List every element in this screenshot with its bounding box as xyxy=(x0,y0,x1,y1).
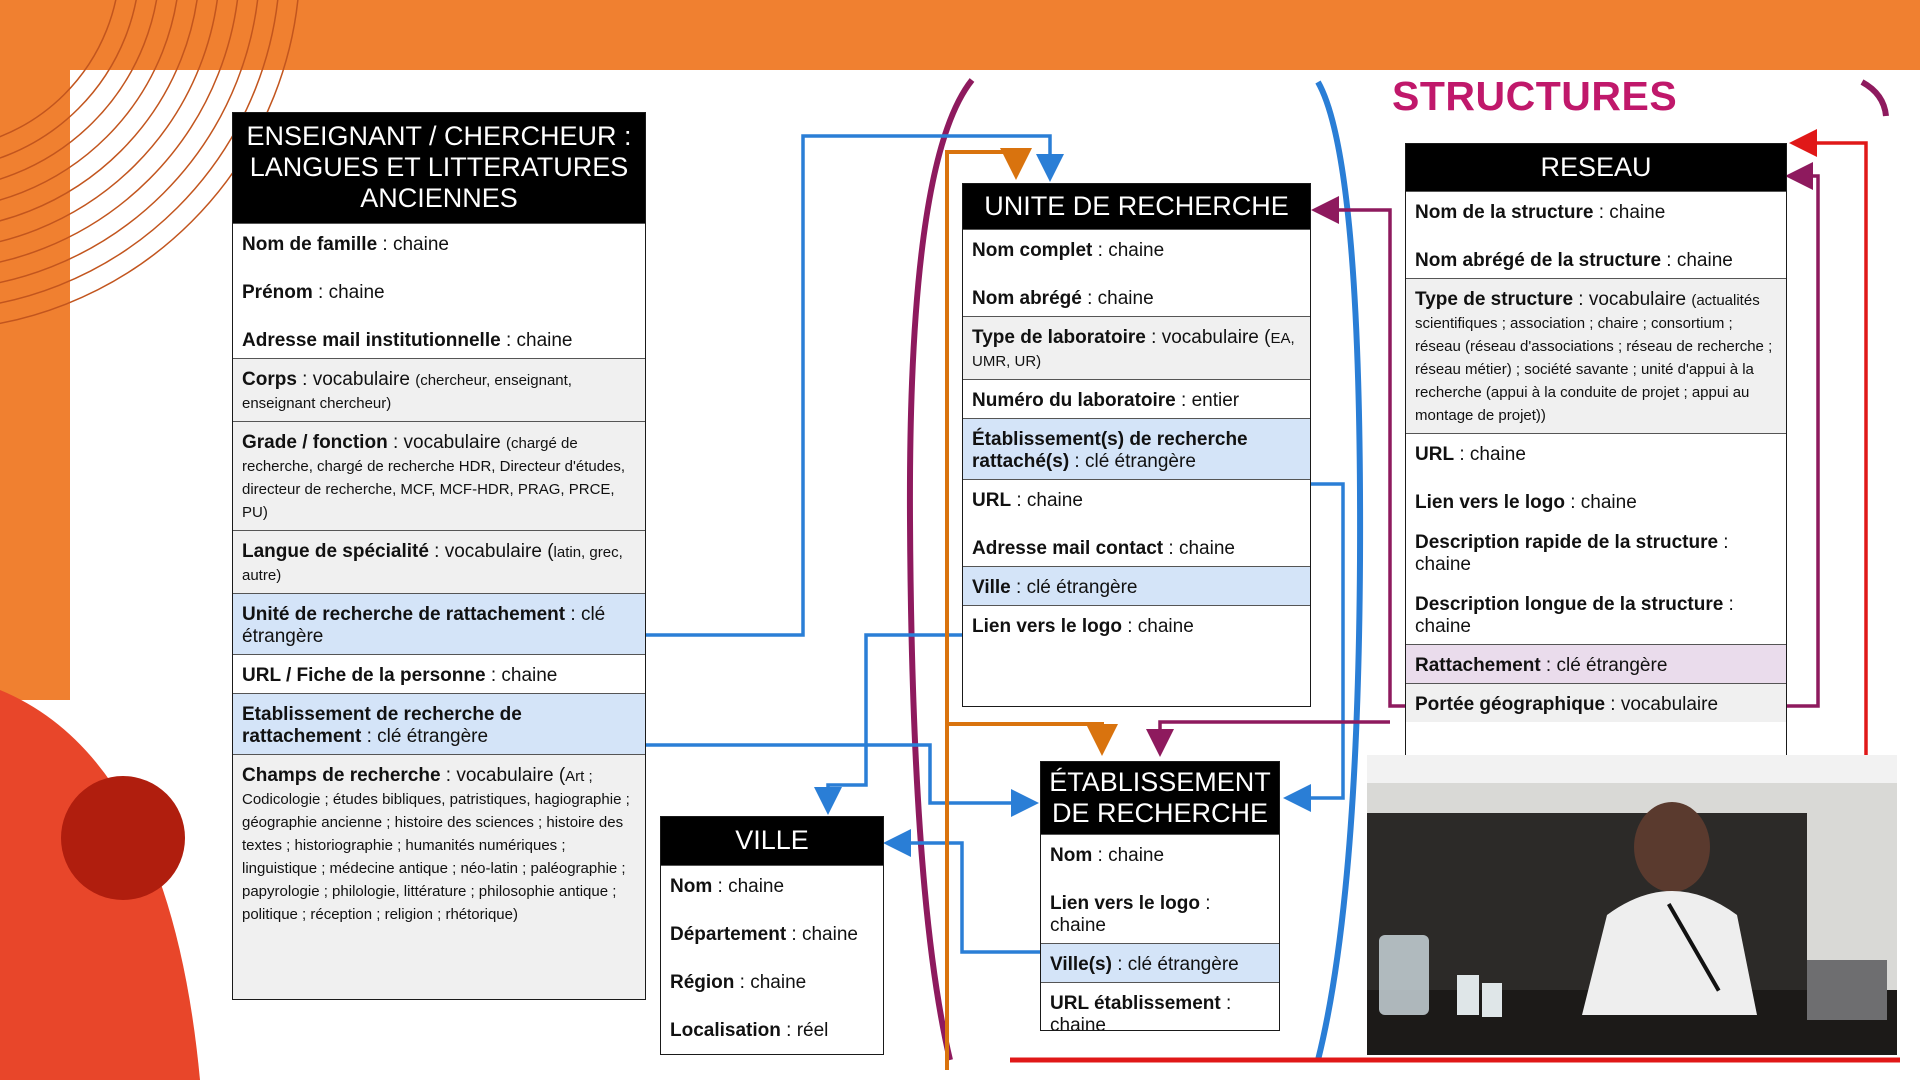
field-url: URL : chaine xyxy=(1415,444,1526,465)
field-unite-de-rattachement: Unité de recherche de rattachement : clé étrangère xyxy=(242,604,606,647)
field-type-de-laboratoire: Type de laboratoire : vocabulaire (EA, UMR, UR) xyxy=(972,327,1295,370)
video-water-jug xyxy=(1379,935,1429,1015)
field-langue-de-specialite: Langue de spécialité : vocabulaire (latin, grec, autre) xyxy=(242,541,623,584)
field-group xyxy=(233,530,645,593)
field-group xyxy=(963,379,1310,418)
purple-link-reseau-self xyxy=(1786,176,1818,706)
entity-etablissement-de-recherche xyxy=(1040,761,1280,1031)
field-type-de-structure: Type de structure : vocabulaire (actualités scientifiques ; association ; chaire ; consortium ; réseau (réseau d'associations ; réseau de recherche ; réseau métier) ; société savante ; unité d'appui à la recherche (appui à la conduite de projet ; appui au montage de projet)) xyxy=(1415,289,1773,424)
link-unite-ville xyxy=(828,635,962,808)
speaker-head xyxy=(1634,802,1710,892)
field-group xyxy=(233,593,645,654)
field-ville: Ville : clé étrangère xyxy=(972,577,1138,598)
field-departement: Département : chaine xyxy=(670,924,858,945)
field-group xyxy=(1406,191,1786,278)
field-etablissements-rattaches: Établissement(s) de recherche rattaché(s) : clé étrangère xyxy=(972,429,1248,472)
entity-enseignant-chercheur xyxy=(232,112,646,1000)
field-lien-vers-le-logo: Lien vers le logo : chaine xyxy=(972,616,1194,637)
field-group xyxy=(233,421,645,530)
field-corps: Corps : vocabulaire (chercheur, enseignant, enseignant chercheur) xyxy=(242,369,572,412)
field-numero-du-laboratoire: Numéro du laboratoire : entier xyxy=(972,390,1240,411)
field-adresse-mail-contact: Adresse mail contact : chaine xyxy=(972,538,1235,559)
entity-title: ENSEIGNANT / CHERCHEUR : LANGUES ET LITTERATURES ANCIENNES xyxy=(233,113,645,223)
field-group xyxy=(963,316,1310,379)
field-champs-de-recherche: Champs de recherche : vocabulaire (Art ; Codicologie ; études bibliques, patristiques, hagiographie ; géographie ancienne ; histoire des sciences ; histoire des textes ; historiographie ; humanités numériques ; linguistique ; médecine antique ; néo-latin ; paléographie ; papyrologie ; philologie, littérature ; philosophie antique ; politique ; réception ; religion ; rhétorique) xyxy=(242,765,630,923)
field-villes: Ville(s) : clé étrangère xyxy=(1050,954,1239,975)
field-nom-abrege-structure: Nom abrégé de la structure : chaine xyxy=(1415,250,1733,271)
slide-title: STRUCTURES xyxy=(1392,73,1678,119)
field-group xyxy=(1041,943,1279,982)
field-group xyxy=(963,605,1310,644)
link-etab-ville xyxy=(890,843,1040,952)
field-group xyxy=(661,865,883,1048)
orange-link-etab xyxy=(947,724,1102,748)
field-group xyxy=(1406,278,1786,433)
field-group xyxy=(963,479,1310,566)
field-etablissement-de-rattachement: Etablissement de recherche de rattachement : clé étrangère xyxy=(242,704,522,747)
field-url-etablissement: URL établissement : chaine xyxy=(1050,993,1232,1031)
field-region: Région : chaine xyxy=(670,972,807,993)
field-group xyxy=(963,418,1310,479)
field-group xyxy=(963,566,1310,605)
field-group xyxy=(233,358,645,421)
speaker-video-overlay xyxy=(1367,755,1897,1055)
field-prenom: Prénom : chaine xyxy=(242,282,385,303)
entity-title: VILLE xyxy=(661,817,883,865)
field-localisation: Localisation : réel xyxy=(670,1020,829,1041)
entity-title: UNITE DE RECHERCHE xyxy=(963,184,1310,229)
field-lien-vers-le-logo: Lien vers le logo : chaine xyxy=(1050,893,1211,936)
video-glass-1 xyxy=(1457,975,1479,1015)
field-url-fiche: URL / Fiche de la personne : chaine xyxy=(242,665,558,686)
field-group xyxy=(1406,433,1786,644)
field-rattachement: Rattachement : clé étrangère xyxy=(1415,655,1668,676)
red-link-reseau xyxy=(1796,143,1866,760)
field-group xyxy=(1406,683,1786,722)
field-nom-abrege: Nom abrégé : chaine xyxy=(972,288,1154,309)
field-group xyxy=(233,223,645,358)
entity-unite-de-recherche xyxy=(962,183,1311,707)
field-adresse-mail: Adresse mail institutionnelle : chaine xyxy=(242,330,573,351)
field-nom-de-la-structure: Nom de la structure : chaine xyxy=(1415,202,1666,223)
field-nom-de-famille: Nom de famille : chaine xyxy=(242,234,449,255)
blue-group-outline xyxy=(1318,82,1360,1060)
video-top-wall xyxy=(1367,755,1897,783)
field-group xyxy=(233,654,645,693)
field-group xyxy=(1406,644,1786,683)
entity-ville xyxy=(660,816,884,1055)
field-url: URL : chaine xyxy=(972,490,1083,511)
field-description-longue: Description longue de la structure : chaine xyxy=(1415,594,1734,637)
field-group xyxy=(1041,834,1279,943)
field-description-rapide: Description rapide de la structure : chaine xyxy=(1415,532,1729,575)
field-nom: Nom : chaine xyxy=(670,876,785,897)
link-enseignant-etab xyxy=(645,745,1032,803)
field-group xyxy=(1041,982,1279,1031)
field-portee-geographique: Portée géographique : vocabulaire xyxy=(1415,694,1719,715)
field-nom-complet: Nom complet : chaine xyxy=(972,240,1165,261)
field-lien-vers-le-logo: Lien vers le logo : chaine xyxy=(1415,492,1637,513)
entity-title: ÉTABLISSEMENT DE RECHERCHE xyxy=(1041,762,1279,834)
entity-title: RESEAU xyxy=(1406,144,1786,191)
field-grade-fonction: Grade / fonction : vocabulaire (chargé de recherche, chargé de recherche HDR, Directeur d'études, directeur de recherche, MCF, MCF-HDR, PRAG, PRCE, PU) xyxy=(242,432,626,521)
field-nom: Nom : chaine xyxy=(1050,845,1165,866)
purple-corner-mark xyxy=(1862,82,1886,116)
field-group xyxy=(233,693,645,754)
entity-reseau xyxy=(1405,143,1787,760)
field-group xyxy=(963,229,1310,316)
video-glass-2 xyxy=(1482,983,1502,1017)
video-laptop xyxy=(1807,960,1887,1020)
field-group xyxy=(233,754,645,1000)
